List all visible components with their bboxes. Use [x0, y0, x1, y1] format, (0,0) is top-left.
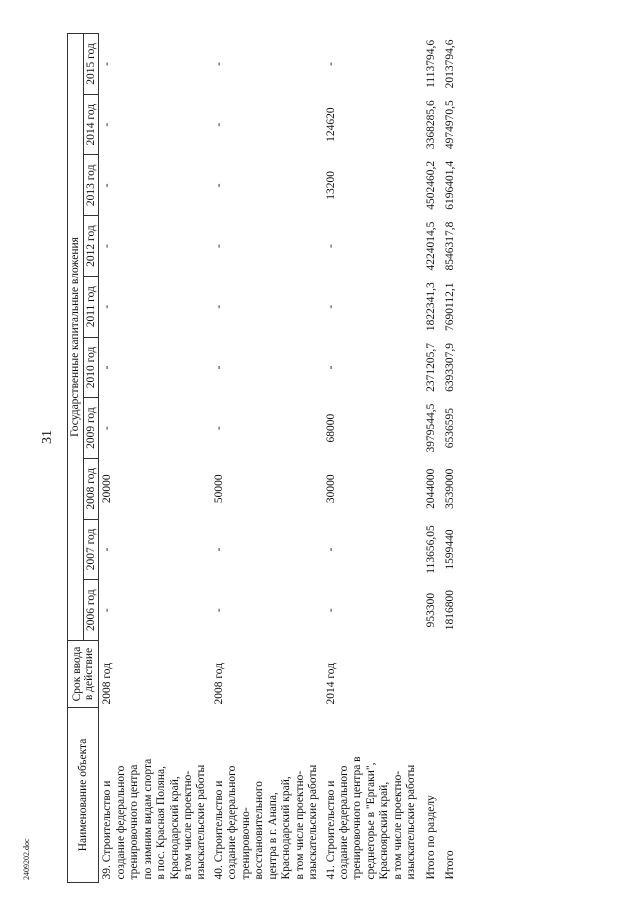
value-cell: -: [101, 547, 114, 552]
value-cell: -: [101, 365, 114, 370]
value-cell: -: [101, 61, 114, 66]
value-cell: -: [212, 426, 225, 431]
header-year: 2010 год: [83, 337, 99, 398]
total-value-cell: 3979544,5: [424, 403, 437, 453]
value-cell: -: [101, 244, 114, 248]
value-cell: -: [212, 61, 225, 66]
object-name-line: в том числе проектно-: [293, 770, 306, 880]
header-year: 2008 год: [83, 458, 99, 519]
object-name-line: Краснодарский край,: [168, 776, 181, 880]
header-row-top: [68, 34, 84, 883]
total-value-cell: 2044000: [424, 468, 437, 509]
value-cell: 68000: [324, 413, 337, 443]
value-cell: 124620: [324, 107, 337, 142]
value-cell: -: [212, 608, 225, 613]
header-name: Наименование объекта: [68, 708, 99, 883]
value-cell: -: [212, 365, 225, 370]
header-year: 2015 год: [83, 34, 99, 95]
object-name-line: тренировочно-: [239, 807, 252, 880]
object-name-line: тренировочного центра в: [351, 756, 364, 880]
total-value-cell: 953300: [424, 592, 437, 628]
total-label: Итого: [444, 850, 457, 880]
value-cell: 30000: [324, 474, 337, 504]
commission-date-cell: 2008 год: [212, 662, 225, 705]
value-cell: -: [324, 547, 337, 552]
total-value-cell: 1822341,3: [424, 282, 437, 332]
value-cell: 20000: [101, 474, 114, 504]
total-value-cell: 6393307,9: [444, 342, 457, 392]
value-cell: -: [101, 304, 114, 309]
header-year: 2007 год: [83, 519, 99, 580]
header-state-investments: Государственные капитальные вложения: [68, 34, 84, 641]
header-year: 2014 год: [83, 94, 99, 155]
total-value-cell: 4974970,5: [444, 100, 457, 150]
table-row: [211, 34, 323, 883]
value-cell: 13200: [324, 170, 337, 200]
object-name-line: восстановительного: [253, 780, 266, 880]
capital-investments-table: [67, 33, 460, 883]
total-value-cell: 1113794,6: [424, 39, 437, 88]
total-value-cell: 1599440: [444, 529, 457, 570]
total-empty-cell: [421, 641, 440, 708]
header-year: 2012 год: [83, 216, 99, 277]
object-name-line: в том числе проектно-: [182, 770, 194, 880]
object-name-line: центра в г. Анапа,: [266, 792, 279, 880]
value-cell: -: [324, 365, 337, 370]
value-cell: -: [101, 122, 114, 127]
total-empty-cell: [440, 641, 459, 708]
value-cell: -: [324, 244, 337, 248]
total-value-cell: 6196401,4: [444, 160, 457, 210]
header-year: 2013 год: [83, 155, 99, 216]
object-name-line: 41. Строительство и: [324, 780, 337, 880]
total-label: Итого по разделу: [424, 795, 437, 880]
value-cell: -: [212, 183, 225, 188]
object-name-line: Красноярский край,: [378, 781, 391, 880]
total-value-cell: 4502460,2: [424, 160, 437, 210]
object-name-line: по зимним видам спорта: [141, 758, 154, 880]
total-value-cell: 113656,05: [424, 525, 437, 574]
object-name-line: Краснодарский край,: [280, 776, 293, 880]
total-row: [421, 34, 440, 883]
object-name-line: изыскательские работы: [195, 764, 208, 880]
object-name-line: создание федерального: [337, 765, 350, 880]
page-number: 31: [40, 430, 55, 444]
total-value-cell: 4224014,5: [424, 221, 437, 271]
value-cell: -: [324, 304, 337, 309]
total-value-cell: 8546317,8: [444, 221, 457, 271]
object-name-line: 39. Строительство и: [101, 780, 114, 880]
rotated-table-container: [67, 33, 460, 883]
value-cell: -: [324, 61, 337, 66]
total-value-cell: 2371205,7: [424, 342, 437, 392]
object-name-cell: [99, 708, 211, 883]
header-year: 2006 год: [83, 580, 99, 641]
commission-date-cell: 2008 год: [101, 662, 114, 705]
object-name-line: в пос. Красная Поляна,: [155, 766, 168, 880]
object-name-line: тренировочного центра: [128, 764, 141, 880]
object-name-line: изыскательские работы: [307, 764, 320, 880]
document-code: 2409202.doc: [22, 838, 31, 880]
total-value-cell: 6536595: [444, 407, 457, 449]
header-year: 2009 год: [83, 398, 99, 459]
object-name-cell: [323, 708, 421, 883]
object-name-line: создание федерального: [114, 765, 127, 880]
object-name-cell: [211, 708, 323, 883]
object-name-line: создание федерального: [226, 765, 239, 880]
table-row: [323, 34, 421, 883]
total-value-cell: 7690112,1: [444, 282, 457, 331]
total-value-cell: 3368285,6: [424, 100, 437, 150]
total-row: [440, 34, 459, 883]
value-cell: -: [212, 304, 225, 309]
object-name-line: среднегорье в "Ергаки",: [364, 762, 377, 880]
value-cell: 50000: [212, 474, 225, 504]
total-value-cell: 1816800: [444, 590, 457, 631]
header-year: 2011 год: [83, 276, 99, 337]
table-row: [99, 34, 211, 883]
value-cell: -: [212, 547, 225, 552]
total-value-cell: 2013794,6: [444, 39, 457, 89]
total-value-cell: 3539000: [444, 468, 457, 509]
header-commission-date: Срок ввода в действие: [68, 641, 99, 708]
object-name-line: в том числе проектно-: [391, 770, 404, 880]
table-body: [99, 34, 460, 883]
value-cell: -: [101, 426, 114, 431]
object-name-line: 40. Строительство и: [212, 780, 225, 880]
value-cell: -: [101, 183, 114, 188]
value-cell: -: [212, 244, 225, 248]
object-name-line: изыскательские работы: [405, 764, 418, 880]
commission-date-cell: 2014 год: [324, 662, 337, 705]
value-cell: -: [324, 608, 337, 613]
value-cell: -: [212, 122, 225, 127]
value-cell: -: [101, 608, 114, 613]
